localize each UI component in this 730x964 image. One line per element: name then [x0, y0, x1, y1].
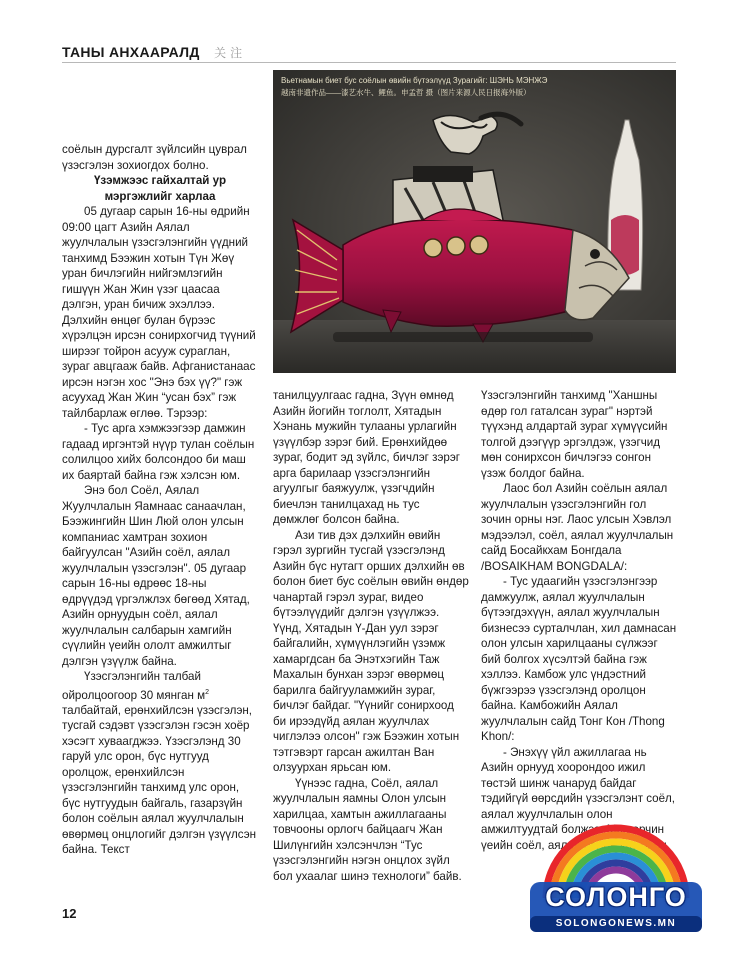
paragraph-text: Үзэсгэлэнгийн талбай ойролцоогоор 30 мянган м: [62, 670, 206, 702]
paragraph: - Энэхүү үйл ажиллагаа нь Азийн орнууд хоорондоо ижил төстэй шинж чанаруд байдаг тэдийгүй өөрсдийн үзэсгэлэнт соёл, аялал жуулчлалын олон амжилтуудтай болжээ. Мөн орчин үеийн соёл, аялал болон улс орон: [481, 745, 676, 852]
paragraph: 05 дугаар сарын 16-ны өдрийн 09:00 цагт Азийн Аялал жуулчлалын үзэсгэлэнгийн үүдний танхимд Бээжин хотын Түн Жөү уран бичлэгийн нийгэмлэгийн гишүүн Жан Жин үзэг цаасаа дэлгэн, уран бичиж эхэллээ. Дэлхийн өнцөг булан бүрээс хүрэлцэн ирсэн сонирхогчид түүний ширээг тойрон асууж сураглан, зураг авцгааж байв. Афганистанаас ирсэн нэгэн хос "Энэ бэх үү?" гэж асуухад Жан Жин “усан бэх” гэж тайлбарлаж өглөө. Тэрээр:: [62, 205, 256, 420]
paragraph-text: талбайтай, ерөнхийлсэн үзэсгэлэн, тусгай сэдэвт үзэсгэлэн гэсэн хоёр хэсэгт хуваагджээ. Үзэсгэлэнд 30 гаруй улс орон, бүс нутгууд оролцож, ерөнхийлсэн үзэсгэлэнгийн танхимд улс орон, бүс нутгуудын байгаль, газарзүйн болон соёлын аялал жуулчлалын өвөрмөц онцлогийг дэлгэн үзүүлсэн байна. Текст: [62, 703, 257, 857]
paragraph: танилцуулгаас гадна, Зүүн өмнөд Азийн йогийн тоглолт, Хятадын Хэнань мужийн тулааны урлагийн үзүүлбэр зэрэг бий. Ерөнхийдөө зураг, бодит эд зүйлс, бичлэг зэрэг арга барилаар үзэсгэлэнгийн агуулгыг баяжуулж, үзэгчдийн биечлэн танилцахад нь тус дөмжлөг болсон байна.: [273, 389, 460, 526]
article-column-2: [273, 388, 469, 884]
article-column-1: [62, 142, 258, 858]
solongo-logo: [528, 824, 704, 946]
paragraph: [62, 669, 258, 858]
paragraph: Энэ бол Соёл, Аялал Жуулчлалын Яамнаас санаачлан, Бээжингийн Шин Люй олон улсын компаниас хамтран зохион байгуулсан "Азийн соёл, аялал жуулчлалын үзэсгэлэн". 05 дугаар сарын 16-ны өдрөөс 18-ны өдрүүдэд үргэлжлэх бөгөөд Хятад, Азийн орнуудын соёл, аялал жуулчлалын салбарын хамгийн сүүлийн үеийн ололт амжилтыг дэлгэн үзүүлж байна.: [62, 484, 250, 668]
paragraph: Лаос бол Азийн соёлын аялал жуулчлалын үзэсгэлэнгийн гол зочин орны нэг. Лаос улсын Хэвлэл мэдээлэл, соёл, аялал жуулчлалын сайд Босайкхам Бонгдала /BOSAIKHAM BONGDALA/:: [481, 482, 674, 573]
header-divider: [62, 62, 676, 63]
section-title: ТАНЫ АНХААРАЛД: [62, 44, 200, 60]
photo-caption-mongolian: Вьетнамын биет бус соёлын өвийн бүтээлүүд Зурагийг: ШЭНЬ МЭНЖЭ: [281, 76, 548, 85]
paragraph: Үүнээс гадна, Соёл, аялал жуулчлалын яамны Олон улсын харилцаа, хамтын ажиллагааны товчооны орлогч байцаагч Жан Шилүнгийн хэлсэнчлэн “Тус үзэсгэлэнгийн нэгэн онцлох зүйл бол ухаалаг шинэ технологи” байв.: [273, 776, 462, 883]
section-subtitle-cn: 关注: [214, 46, 247, 60]
paragraph: - Тус арга хэмжээгээр дамжин гадаад иргэнтэй нүүр тулан соёлын солилцоо хийх болсондоо би маш их баяртай байна гэж хэлсэн юм.: [62, 422, 255, 482]
article-photo: [273, 70, 676, 373]
logo-site: SOLONGONEWS.MN: [555, 918, 677, 929]
paragraph: Ази тив дэх дэлхийн өвийн гэрэл зургийн тусгай үзэсгэлэнд Азийн бүс нутагт орших дэлхийн өв болон биет бус соёлын өвийн өндөр чанартай гэрэл зураг, видео бүтээлүүдийг дэлгэн үзүүлжээ. Үүнд, Хятадын Ү-Дан уул зэрэг байгалийн, хүмүүнлэгийн үзэмж хамаргдсан ба Энэтхэгийн Таж Махалын бунхан зэрэг өвөрмөц барилга байгууламжийн зураг, бичлэг байдаг. "Үүнийг сонирхоод би ирээдүйд аялан жуулчлах чиглэлээ олсон" гэж Бээжин хотын тэтгэвэрт гарсан ажилтан Ван олзуурхан ярьсан юм.: [273, 528, 469, 774]
page-number: 12: [62, 906, 77, 921]
section-heading: Үзэмжээс гайхалтай ур мэргэжлийг харлаа: [93, 174, 227, 203]
lacquer-fish-buffalo-illustration: [273, 70, 676, 373]
photo-caption-chinese: 越南非遗作品——漆艺水牛、鲤鱼。申孟哲 摄（图片来源人民日报海外版）: [281, 88, 531, 97]
logo-name: СОЛОНГО: [545, 882, 687, 912]
paragraph: Үзэсгэлэнгийн танхимд "Ханшны өдөр гол гаталсан зураг" нэртэй түүхэнд алдартай зураг хүмүүсийн толгой дээгүүр эргэлдэж, үзэгчид мөн сонирхсон бичлэгээ сонгон үзэж болдог байна.: [481, 389, 668, 480]
paragraph: соёлын дурсгалт зүйлсийн цуврал үзэсгэлэн зохиогдох болно.: [62, 143, 247, 172]
paragraph: - Тус удаагийн үзэсгэлэнгээр дамжуулж, аялал жуулчлалын бүтээгдэхүүн, аялал жуулчлалын бизнесээ сурталчлан, хил дамнасан олон улсын харилцааны сүлжээг бий болгох хүсэлтэй байна гэж хэллээ. Камбож улс үндэстний бүжгээрээ үзэсгэлэнд оролцон байна. Камбожийн Аялал жуулчлалын сайд Тонг Кон /Thong Khon/:: [481, 575, 677, 743]
section-header: [62, 44, 676, 64]
article-column-3: [481, 388, 677, 853]
superscript: 2: [205, 688, 209, 696]
